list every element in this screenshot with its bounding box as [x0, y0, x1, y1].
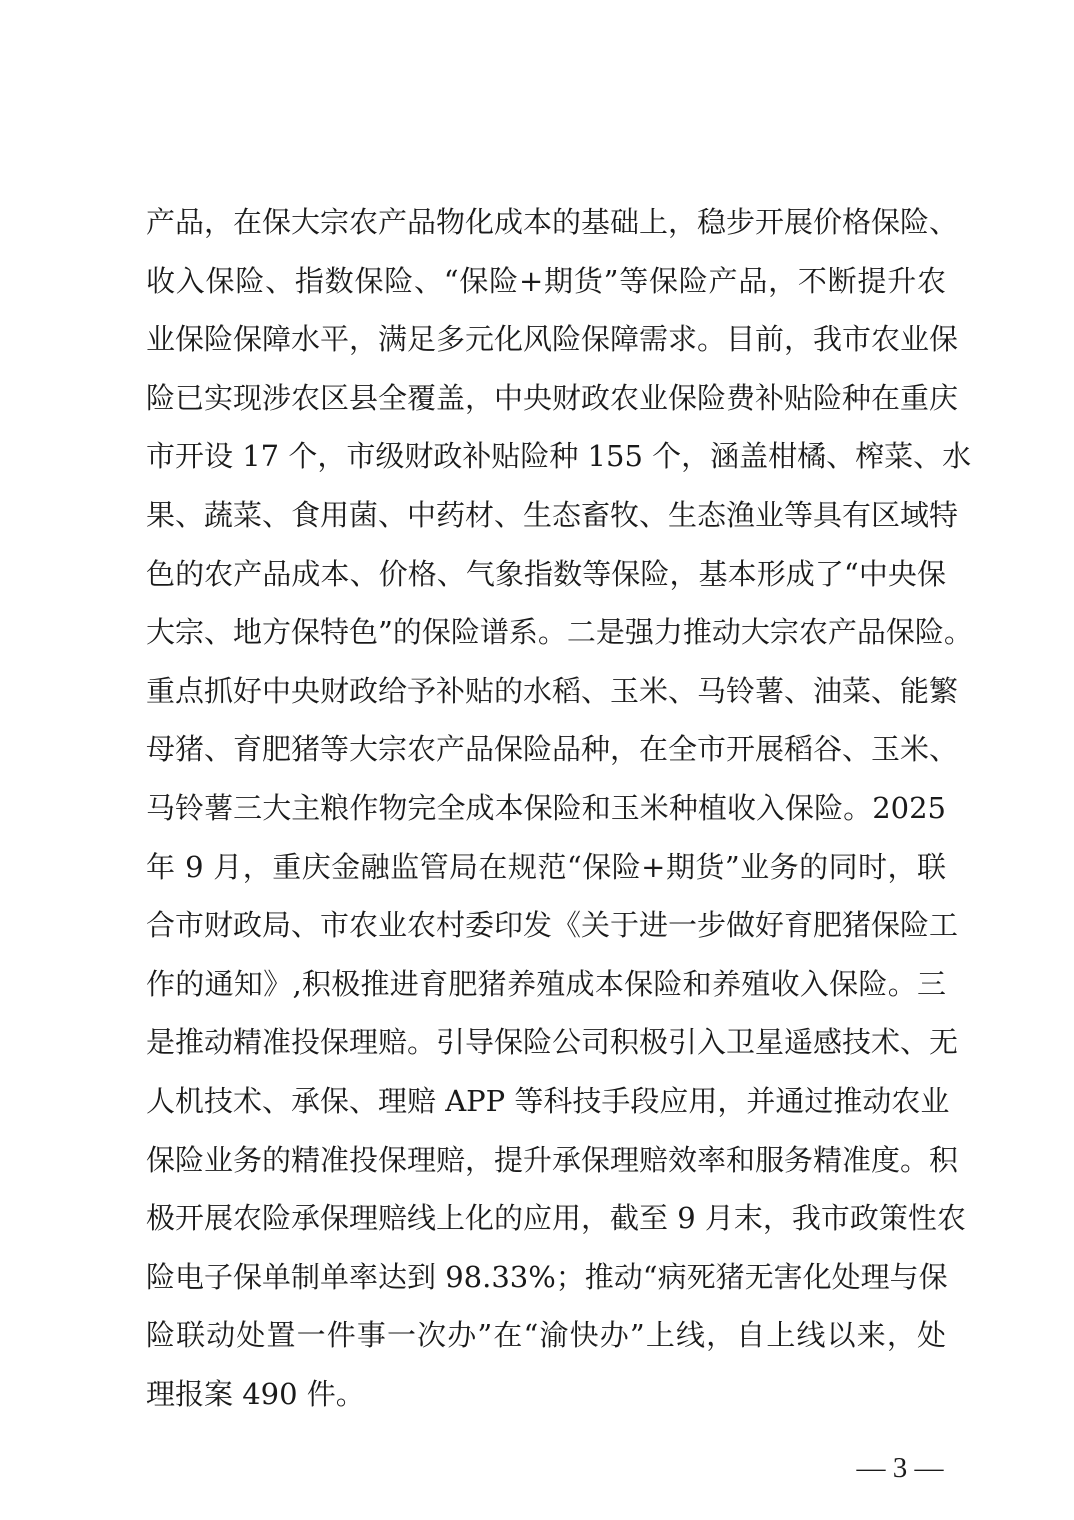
text-line: 理报案 490 件。 [146, 1376, 365, 1411]
text-line: 年 9 月，重庆金融监管局在规范“保险+期货”业务的同时，联 [146, 849, 946, 884]
text-line: 收入保险、指数保险、“保险+期货”等保险产品，不断提升农 [146, 263, 946, 298]
text-line: 险电子保单制单率达到 98.33%；推动“病死猪无害化处理与保 [146, 1259, 948, 1294]
text-line: 合市财政局、市农业农村委印发《关于进一步做好育肥猪保险工 [146, 908, 959, 943]
text-line: 重点抓好中央财政给予补贴的水稻、玉米、马铃薯、油菜、能繁 [146, 673, 959, 708]
text-line: 极开展农险承保理赔线上化的应用，截至 9 月末，我市政策性农 [146, 1201, 966, 1236]
text-line: 是推动精准投保理赔。引导保险公司积极引入卫星遥感技术、无 [146, 1025, 959, 1060]
text-line: 保险业务的精准投保理赔，提升承保理赔效率和服务精准度。积 [146, 1142, 959, 1177]
text-line: 色的农产品成本、价格、气象指数等保险，基本形成了“中央保 [146, 556, 946, 591]
text-line: 市开设 17 个，市级财政补贴险种 155 个，涵盖柑橘、榨菜、水 [146, 439, 972, 474]
text-line: 人机技术、承保、理赔 APP 等科技手段应用，并通过推动农业 [146, 1083, 950, 1118]
text-line: 马铃薯三大主粮作物完全成本保险和玉米种植收入保险。2025 [146, 790, 946, 825]
text-line: 果、蔬菜、食用菌、中药材、生态畜牧、生态渔业等具有区域特 [146, 497, 959, 532]
text-line: 险联动处置一件事一次办”在“渝快办”上线，自上线以来，处 [146, 1318, 946, 1353]
text-line: 作的通知》,积极推进育肥猪养殖成本保险和养殖收入保险。三 [146, 966, 946, 1001]
page-number: — 3 — [856, 1452, 944, 1484]
text-line: 险已实现涉农区县全覆盖，中央财政农业保险费补贴险种在重庆 [146, 380, 959, 415]
text-line: 大宗、地方保特色”的保险谱系。二是强力推动大宗农产品保险。 [146, 615, 973, 650]
text-line: 产品，在保大宗农产品物化成本的基础上，稳步开展价格保险、 [146, 205, 959, 239]
text-line: 业保险保障水平，满足多元化风险保障需求。目前，我市农业保 [146, 322, 959, 357]
text-line: 母猪、育肥猪等大宗农产品保险品种，在全市开展稻谷、玉米、 [146, 732, 959, 767]
body-text [146, 193, 973, 1423]
